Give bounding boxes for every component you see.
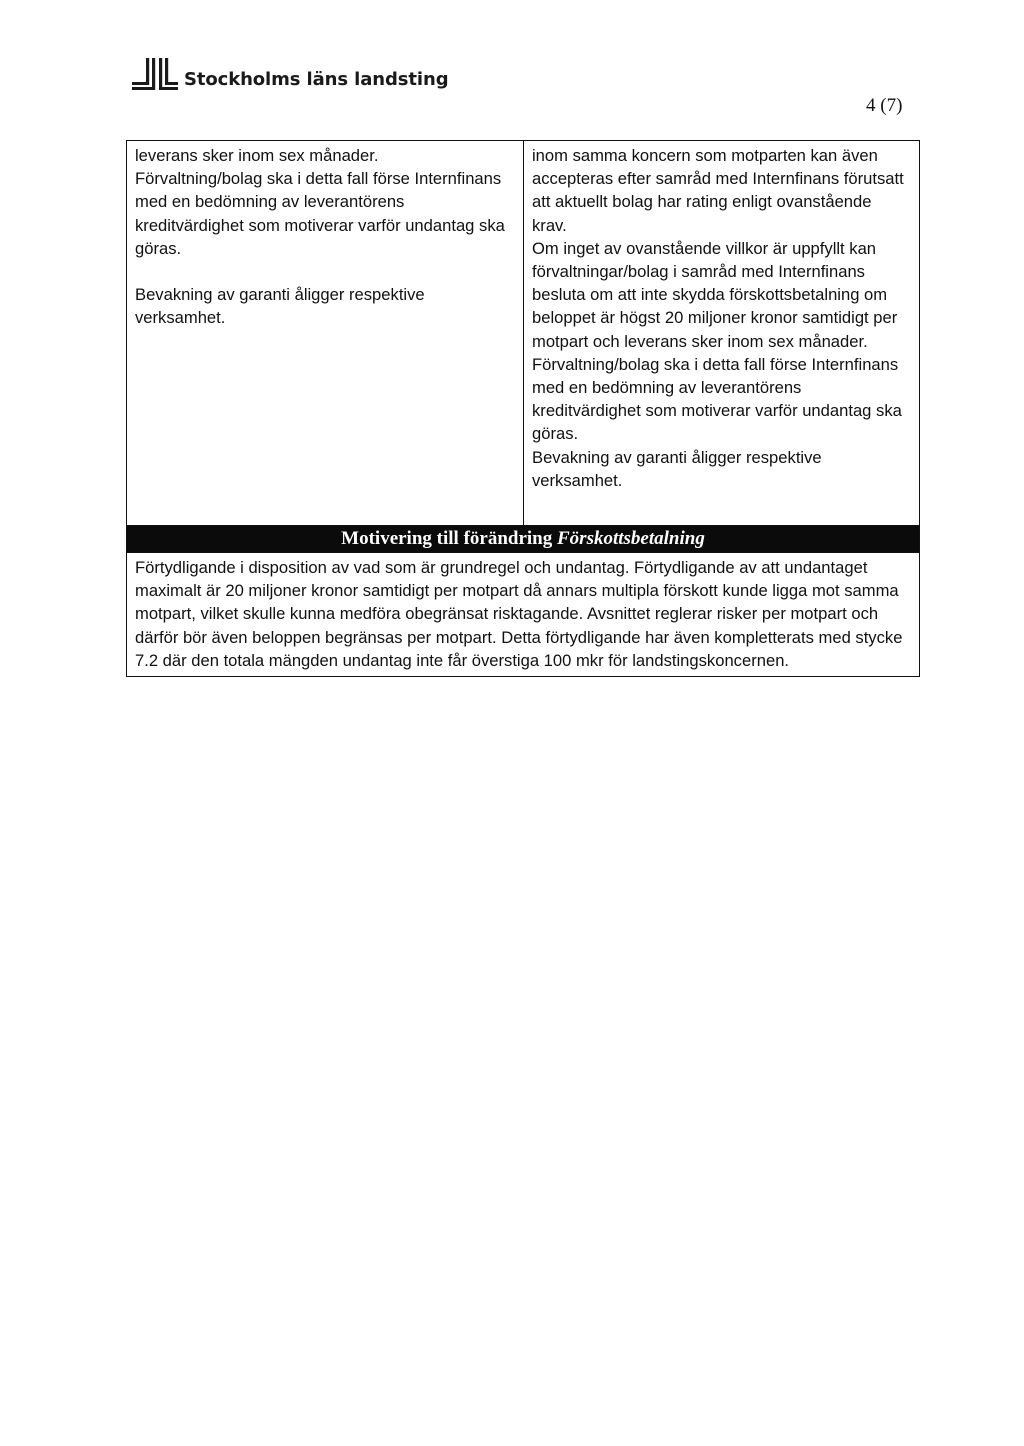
page-number: 4 (7): [866, 95, 903, 116]
organization-name: Stockholms läns landsting: [184, 69, 449, 90]
section-heading: [127, 525, 919, 552]
header-logo: [132, 58, 448, 92]
table-row: [127, 141, 919, 525]
paragraph: Bevakning av garanti åligger respektive verksamhet.: [532, 447, 822, 490]
paragraph: leverans sker inom sex månader.: [135, 146, 379, 165]
paragraph: Bevakning av garanti åligger respektive verksamhet.: [135, 285, 425, 328]
paragraph: inom samma koncern som motparten kan även accepteras efter samråd med Internfinans förutsatt att aktuellt bolag har rating enligt ovanstående krav.: [532, 146, 904, 235]
paragraph: Förvaltning/bolag ska i detta fall förse Internfinans med en bedömning av leverantörens kreditvärdighet som motiverar varför undantag ska göras.: [532, 354, 902, 444]
paragraph-gap: [135, 260, 515, 283]
section-heading-emphasis: Förskottsbetalning: [557, 528, 705, 549]
paragraph: Om inget av ovanstående villkor är uppfyllt kan förvaltningar/bolag i samråd med Internfinans besluta om att inte skydda förskottsbetalning om beloppet är högst 20 miljoner kronor samtidigt per motpart och leverans sker inom sex månader.: [532, 238, 898, 351]
paragraph: Förvaltning/bolag ska i detta fall förse Internfinans med en bedömning av leverantörens kreditvärdighet som motiverar varför undantag ska göras.: [135, 169, 505, 258]
section-heading-text: Motivering till förändring: [341, 528, 553, 549]
content-table: [126, 140, 920, 677]
logo-jll-mark: [132, 58, 178, 92]
table-cell-right: [524, 141, 918, 525]
table-cell-left: [127, 141, 524, 525]
section-body: Förtydligande i disposition av vad som är grundregel och undantag. Förtydligande av att undantaget maximalt är 20 miljoner kronor samtidigt per motpart då annars multipla förskott kunde ligga mot samma motpart, vilket skulle kunna medföra obegränsat risktagande. Avsnittet reglerar risker per motpart och därför bör även beloppen begränsas per motpart. Detta förtydligande har även kompletterats med stycke 7.2 där den totala mängden undantag inte får överstiga 100 mkr för landstingskoncernen.: [127, 552, 919, 676]
